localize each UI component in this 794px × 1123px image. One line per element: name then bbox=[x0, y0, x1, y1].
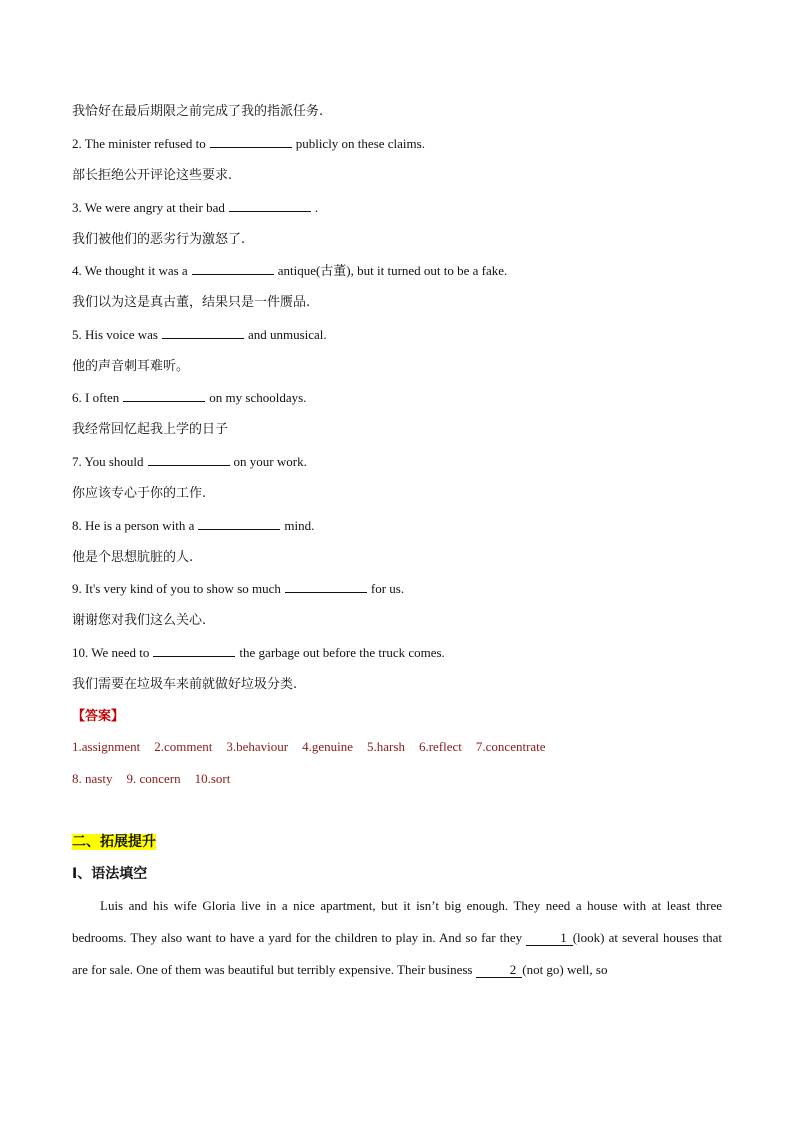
sentence-after-blank: on your work. bbox=[233, 454, 307, 469]
passage-blank-1[interactable]: 1 bbox=[526, 931, 573, 946]
answer-item: 7.concentrate bbox=[475, 739, 546, 754]
subsection-title: I、语法填空 bbox=[72, 866, 148, 882]
answer-blank[interactable] bbox=[210, 135, 292, 148]
sentence-after-blank: on my schooldays. bbox=[209, 390, 307, 405]
answer-heading bbox=[72, 707, 124, 726]
exercise-item-english bbox=[72, 326, 327, 344]
answers-row-2 bbox=[72, 770, 244, 788]
exercise-item-chinese: 他的声音刺耳难听。 bbox=[72, 359, 190, 374]
sentence-after-blank: and unmusical. bbox=[247, 327, 327, 342]
answer-item: 9. concern bbox=[126, 771, 181, 786]
exercise-item-english bbox=[72, 580, 404, 598]
answers-row-1 bbox=[72, 738, 560, 756]
grammar-passage bbox=[72, 890, 722, 986]
sentence-after-blank: mind. bbox=[284, 518, 315, 533]
answer-item: 8. nasty bbox=[72, 771, 113, 786]
answer-item: 6.reflect bbox=[418, 739, 462, 754]
exercise-item-english bbox=[72, 453, 307, 471]
sentence-before-blank: 4. We thought it was a bbox=[72, 263, 188, 278]
answer-blank[interactable] bbox=[198, 517, 280, 530]
exercise-item-chinese: 你应该专心于你的工作. bbox=[72, 486, 207, 501]
answer-item: 5.harsh bbox=[367, 739, 405, 754]
sentence-before-blank: 8. He is a person with a bbox=[72, 518, 195, 533]
sentence-after-blank: the garbage out before the truck comes. bbox=[239, 645, 445, 660]
exercise-item-chinese: 我们被他们的恶劣行为激怒了. bbox=[72, 232, 246, 247]
exercise-item-chinese: 他是个思想肮脏的人. bbox=[72, 550, 194, 565]
passage-blank-2[interactable]: 2 bbox=[476, 963, 523, 978]
exercise-item-english bbox=[72, 517, 314, 535]
answer-blank[interactable] bbox=[192, 262, 274, 275]
exercise-item-chinese: 部长拒绝公开评论这些要求. bbox=[72, 168, 233, 183]
answer-blank[interactable] bbox=[123, 389, 205, 402]
answer-item: 3.behaviour bbox=[226, 739, 289, 754]
sentence-before-blank: 2. The minister refused to bbox=[72, 136, 206, 151]
answer-item: 10.sort bbox=[194, 771, 231, 786]
sentence-before-blank: 3. We were angry at their bad bbox=[72, 200, 225, 215]
answer-item: 1.assignment bbox=[72, 739, 141, 754]
exercise-item-english bbox=[72, 199, 318, 217]
sentence-before-blank: 9. It's very kind of you to show so much bbox=[72, 581, 281, 596]
passage-text-1: Luis and his wife Gloria live in a nice apartment, but it isn’t big enough. They need a house with at least three bedrooms. They also want to have a yard for the children to play in. And so far they bbox=[72, 898, 722, 945]
section-title: 二、拓展提升 bbox=[72, 834, 156, 850]
sentence-after-blank: antique(古董), but it turned out to be a fake. bbox=[277, 263, 508, 278]
sentence-before-blank: 5. His voice was bbox=[72, 327, 158, 342]
sentence-after-blank: publicly on these claims. bbox=[295, 136, 425, 151]
answer-item: 2.comment bbox=[154, 739, 213, 754]
sentence-before-blank: 6. I often bbox=[72, 390, 120, 405]
passage-text-3: (not go) well, so bbox=[522, 962, 608, 977]
sentence-before-blank: 10. We need to bbox=[72, 645, 150, 660]
answer-item: 4.genuine bbox=[302, 739, 354, 754]
intro-chinese-line: 我恰好在最后期限之前完成了我的指派任务. bbox=[72, 104, 324, 119]
answer-blank[interactable] bbox=[148, 453, 230, 466]
answer-label: 【答案】 bbox=[72, 709, 125, 724]
answer-blank[interactable] bbox=[229, 199, 311, 212]
section-heading bbox=[72, 833, 156, 851]
sentence-before-blank: 7. You should bbox=[72, 454, 144, 469]
answer-blank[interactable] bbox=[285, 580, 367, 593]
passage-text-2: (look) at several houses that are for sale. One of them was beautiful but terribly expensive. Their business bbox=[72, 930, 722, 977]
sentence-after-blank: . bbox=[314, 200, 319, 215]
exercise-item-chinese: 我们需要在垃圾车来前就做好垃圾分类. bbox=[72, 677, 298, 692]
sentence-after-blank: for us. bbox=[370, 581, 405, 596]
exercise-item-chinese: 我经常回忆起我上学的日子 bbox=[72, 422, 229, 437]
exercise-item-english bbox=[72, 135, 425, 153]
answer-blank[interactable] bbox=[153, 644, 235, 657]
exercise-item-english bbox=[72, 644, 445, 662]
exercise-item-chinese: 谢谢您对我们这么关心. bbox=[72, 613, 207, 628]
exercise-item-english bbox=[72, 389, 306, 407]
answer-blank[interactable] bbox=[162, 326, 244, 339]
exercise-item-chinese: 我们以为这是真古董，结果只是一件赝品. bbox=[72, 295, 311, 310]
exercise-item-english bbox=[72, 262, 507, 280]
